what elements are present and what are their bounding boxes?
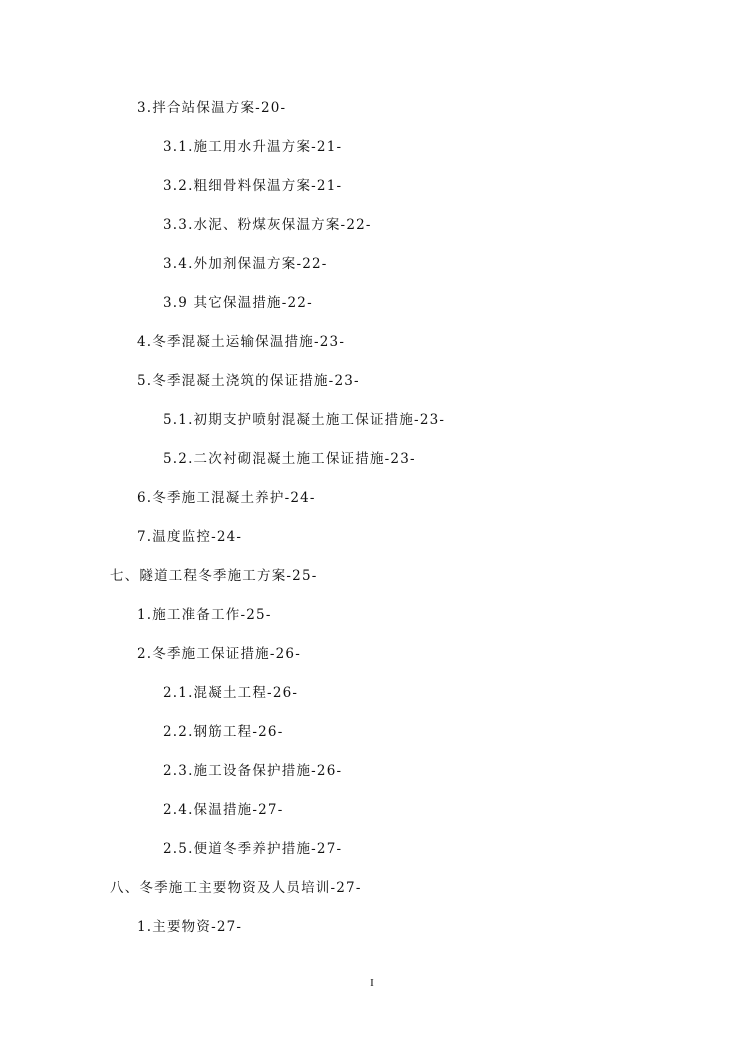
toc-entry: 2.3.施工设备保护措施-26- — [163, 763, 343, 779]
toc-entry: 3.1.施工用水升温方案-21- — [163, 139, 343, 155]
toc-entry: 1.主要物资-27- — [137, 919, 243, 935]
toc-entry: 3.拌合站保温方案-20- — [137, 100, 287, 116]
toc-entry: 3.3.水泥、粉煤灰保温方案-22- — [163, 217, 372, 233]
toc-entry: 3.9 其它保温措施-22- — [163, 295, 313, 311]
toc-entry: 4.冬季混凝土运输保温措施-23- — [137, 334, 346, 350]
toc-entry: 5.2.二次衬砌混凝土施工保证措施-23- — [163, 451, 416, 467]
toc-entry: 5.1.初期支护喷射混凝土施工保证措施-23- — [163, 412, 446, 428]
toc-entry: 1.施工准备工作-25- — [137, 607, 272, 623]
toc-entry: 2.1.混凝土工程-26- — [163, 685, 299, 701]
toc-entry: 2.5.便道冬季养护措施-27- — [163, 841, 343, 857]
toc-entry: 3.4.外加剂保温方案-22- — [163, 256, 328, 272]
page-number: I — [370, 977, 374, 989]
toc-entry: 6.冬季施工混凝土养护-24- — [137, 490, 316, 506]
toc-entry: 七、隧道工程冬季施工方案-25- — [110, 568, 318, 584]
toc-entry: 2.4.保温措施-27- — [163, 802, 284, 818]
toc-entry: 5.冬季混凝土浇筑的保证措施-23- — [137, 373, 360, 389]
toc-entry: 八、冬季施工主要物资及人员培训-27- — [110, 880, 362, 896]
toc-entry: 2.冬季施工保证措施-26- — [137, 646, 301, 662]
toc-entry: 7.温度监控-24- — [137, 529, 243, 545]
toc-entry: 3.2.粗细骨料保温方案-21- — [163, 178, 343, 194]
toc-entry: 2.2.钢筋工程-26- — [163, 724, 284, 740]
